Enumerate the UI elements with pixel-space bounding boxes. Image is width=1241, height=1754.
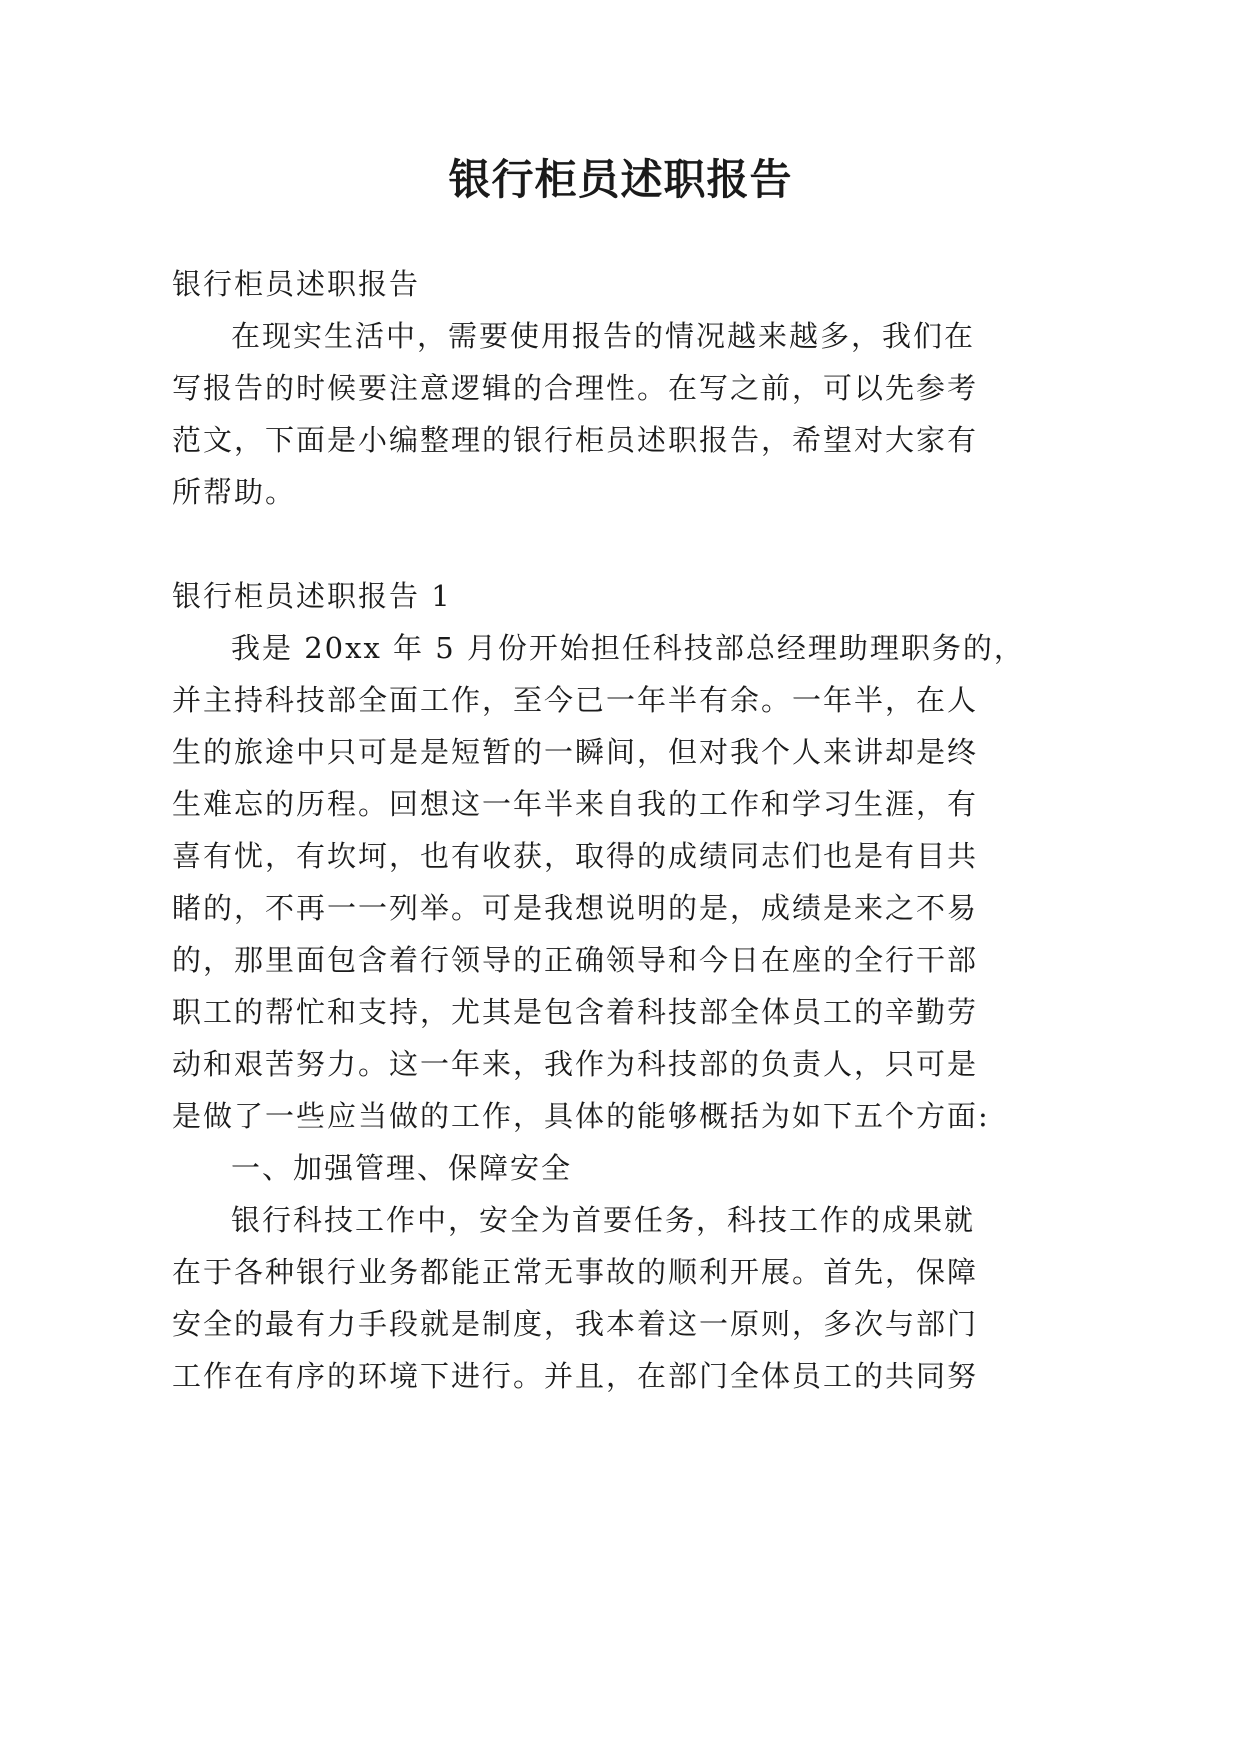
paragraph-line: 动和艰苦努力。这一年来，我作为科技部的负责人，只可是	[172, 1047, 979, 1081]
paragraph-line: 安全的最有力手段就是制度，我本着这一原则，多次与部门	[172, 1307, 979, 1341]
paragraph-line: 并主持科技部全面工作，至今已一年半有余。一年半，在人	[172, 683, 979, 717]
paragraph-line: 所帮助。	[172, 475, 297, 509]
subsection-heading: 一、加强管理、保障安全	[231, 1151, 573, 1185]
paragraph-line: 生的旅途中只可是是短暂的一瞬间，但对我个人来讲却是终	[172, 735, 979, 769]
paragraph-line: 银行科技工作中，安全为首要任务，科技工作的成果就	[231, 1203, 976, 1237]
document-title: 银行柜员述职报告	[448, 155, 793, 204]
paragraph-line: 喜有忧，有坎坷，也有收获，取得的成绩同志们也是有目共	[172, 839, 979, 873]
paragraph-line: 的，那里面包含着行领导的正确领导和今日在座的全行干部	[172, 943, 979, 977]
paragraph-line: 工作在有序的环境下进行。并且，在部门全体员工的共同努	[172, 1359, 979, 1393]
paragraph-line: 是做了一些应当做的工作，具体的能够概括为如下五个方面:	[172, 1099, 990, 1133]
paragraph-line: 我是 20xx 年 5 月份开始担任科技部总经理助理职务的，	[231, 631, 1025, 665]
paragraph-line: 生难忘的历程。回想这一年半来自我的工作和学习生涯，有	[172, 787, 979, 821]
paragraph-line: 在现实生活中，需要使用报告的情况越来越多，我们在	[231, 319, 976, 353]
paragraph-line: 职工的帮忙和支持，尤其是包含着科技部全体员工的辛勤劳	[172, 995, 979, 1029]
paragraph-line: 睹的，不再一一列举。可是我想说明的是，成绩是来之不易	[172, 891, 979, 925]
section-heading: 银行柜员述职报告 1	[172, 579, 452, 613]
paragraph-line: 范文，下面是小编整理的银行柜员述职报告，希望对大家有	[172, 423, 979, 457]
paragraph-line: 在于各种银行业务都能正常无事故的顺利开展。首先，保障	[172, 1255, 979, 1289]
subtitle-line: 银行柜员述职报告	[172, 267, 421, 301]
paragraph-line: 写报告的时候要注意逻辑的合理性。在写之前，可以先参考	[172, 371, 979, 405]
